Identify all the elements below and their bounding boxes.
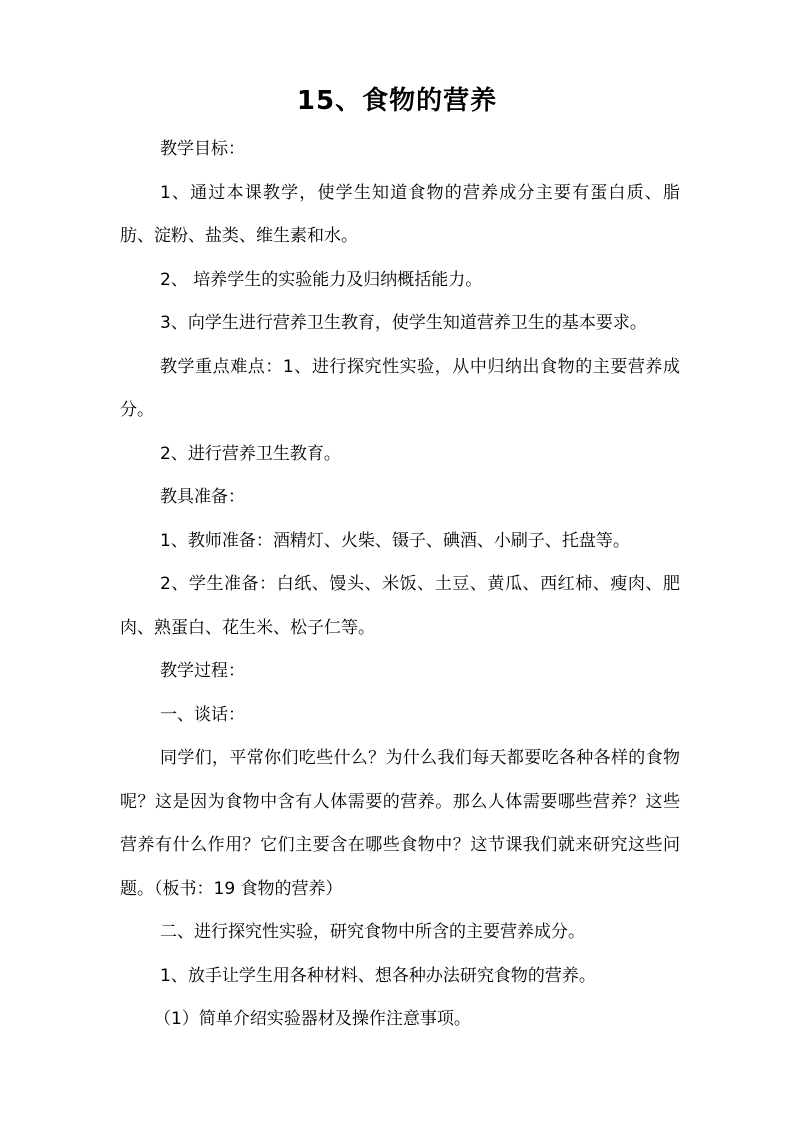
objective-1: 1、通过本课教学，使学生知道食物的营养成分主要有蛋白质、脂肪、淀粉、盐类、维生素和水。 bbox=[120, 182, 680, 246]
objective-3: 3、向学生进行营养卫生教育，使学生知道营养卫生的基本要求。 bbox=[160, 313, 647, 333]
heading-teaching-aids: 教具准备： bbox=[160, 487, 245, 507]
key-points: 教学重点难点：1、进行探究性实验，从中归纳出食物的主要营养成分。 bbox=[120, 356, 680, 420]
section-experiment: 二、进行探究性实验，研究食物中所含的主要营养成分。 bbox=[160, 922, 585, 942]
teacher-preparation: 1、教师准备：酒精灯、火柴、镊子、碘酒、小刷子、托盘等。 bbox=[160, 530, 630, 551]
conversation-text: 同学们，平常你们吃些什么？为什么我们每天都要吃各种各样的食物呢？这是因为食物中含有人体需要的营养。那么人体需要哪些营养？这些营养有什么作用？它们主要含在哪些食物中？这节课我们就来研究这些问题。（板书：19 食物的营养） bbox=[120, 748, 680, 899]
experiment-step-1-1: （1）简单介绍实验器材及操作注意事项。 bbox=[154, 1009, 471, 1029]
experiment-step-1: 1、放手让学生用各种材料、想各种办法研究食物的营养。 bbox=[160, 965, 596, 986]
section-conversation: 一、谈话： bbox=[160, 704, 245, 725]
student-preparation: 2、学生准备：白纸、馒头、米饭、土豆、黄瓜、西红柿、瘦肉、肥肉、熟蛋白、花生米、松子仁等。 bbox=[120, 574, 680, 638]
heading-teaching-objectives: 教学目标： bbox=[160, 139, 245, 159]
heading-teaching-process: 教学过程： bbox=[160, 661, 245, 681]
page-title: 15、食物的营养 bbox=[296, 86, 498, 116]
key-point-2: 2、进行营养卫生教育。 bbox=[160, 443, 341, 464]
objective-2: 2、 培养学生的实验能力及归纳概括能力。 bbox=[160, 269, 483, 290]
document-body bbox=[120, 128, 680, 1042]
